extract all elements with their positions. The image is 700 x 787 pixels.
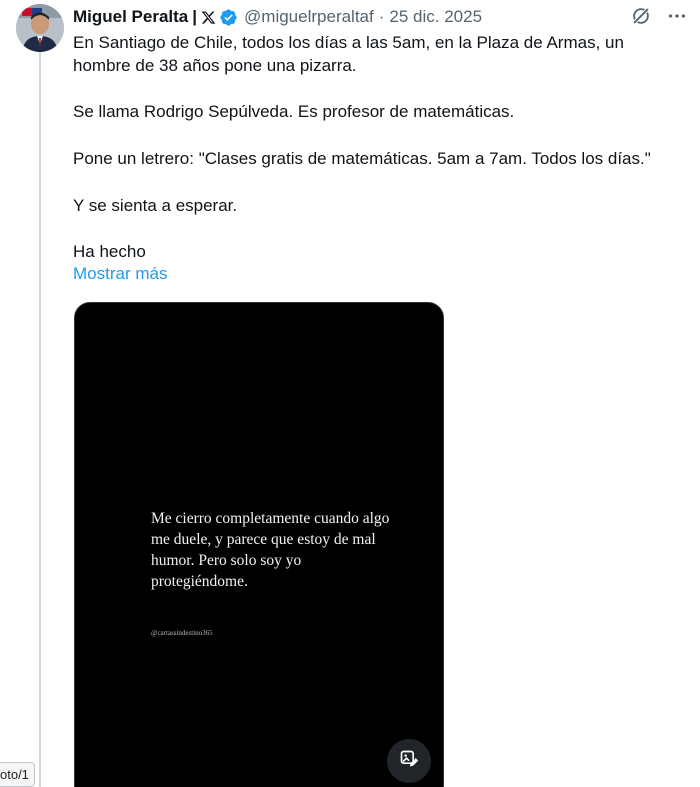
- tweet-paragraph: En Santiago de Chile, todos los días a las 5am, en la Plaza de Armas, un hombre de 38 años pone una pizarra.: [73, 33, 624, 75]
- grok-icon[interactable]: [630, 5, 652, 27]
- tweet-paragraph: Ha hecho: [73, 242, 146, 261]
- media-watermark-handle: @cartassindestino365: [151, 629, 213, 637]
- tweet-media-image[interactable]: [74, 302, 444, 787]
- header-dot: ·: [378, 7, 385, 26]
- avatar[interactable]: [16, 4, 64, 52]
- verified-badge-icon: [219, 8, 238, 27]
- x-logo-icon: [201, 10, 216, 25]
- photo-url-label: oto/1: [0, 762, 35, 787]
- tweet-paragraph: Se llama Rodrigo Sepúlveda. Es profesor de matemáticas.: [73, 102, 515, 121]
- author-handle[interactable]: @miguelrperaltaf: [244, 7, 374, 26]
- name-separator: |: [192, 7, 198, 26]
- avatar-image: [16, 4, 64, 52]
- header-actions: [630, 5, 688, 27]
- tweet-paragraph: Pone un letrero: "Clases gratis de matemáticas. 5am a 7am. Todos los días.": [73, 149, 651, 168]
- tweet-date[interactable]: 25 dic. 2025: [389, 7, 483, 26]
- tweet-paragraph: Y se sienta a esperar.: [73, 196, 238, 215]
- show-more-link[interactable]: Mostrar más: [73, 264, 168, 283]
- author-name[interactable]: Miguel Peralta: [73, 7, 189, 26]
- more-icon[interactable]: [666, 5, 688, 27]
- thread-line: [39, 52, 41, 787]
- alt-text-icon: [399, 749, 419, 774]
- media-quote-text: Me cierro completamente cuando algo me duele, y parece que estoy de mal humor. Pero solo soy yo protegiéndome.: [151, 510, 390, 590]
- alt-text-button[interactable]: [387, 739, 431, 783]
- tweet-header: [73, 5, 688, 29]
